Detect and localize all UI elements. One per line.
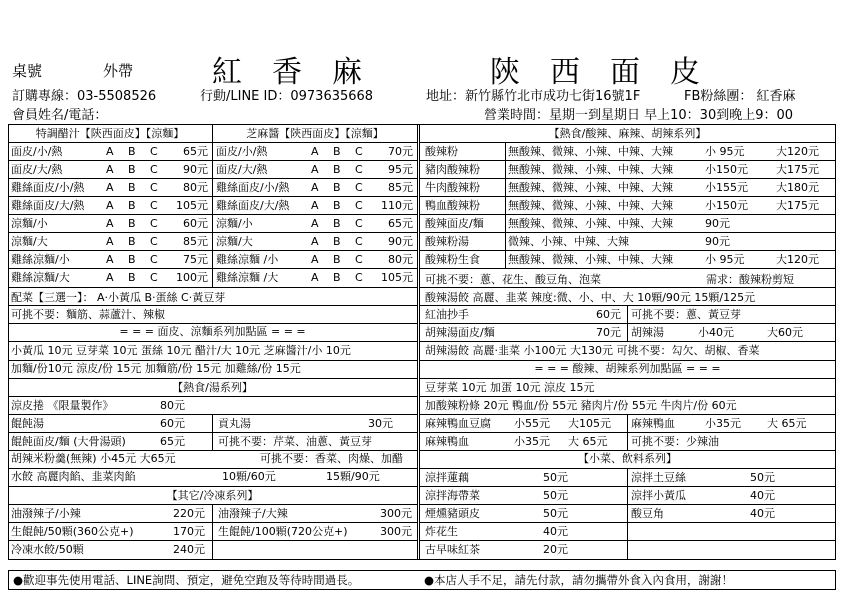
soup-item-name: 貢丸湯 (218, 417, 251, 430)
soup-note: 可挑不要：芹菜、油蔥、黃豆芽 (218, 435, 372, 448)
row-line (8, 323, 417, 324)
option-a: A (106, 163, 114, 176)
option-c: C (355, 217, 363, 230)
spicy-price-big: 大180元 (776, 181, 819, 194)
spicy-item-name: 鴨血酸辣粉 (425, 199, 480, 212)
option-b: B (128, 199, 136, 212)
option-b: B (333, 217, 341, 230)
menu-item-price: 75元 (183, 253, 208, 266)
spicy-level: 無酸辣、微辣、小辣、中辣、大辣 (508, 181, 673, 194)
cannot-line: 可挑不要：麵筋、蒜蘆汁、辣椒 (11, 308, 165, 321)
spicy-price-big: 大175元 (776, 163, 819, 176)
small-dish-price: 40元 (750, 489, 775, 502)
small-dish-price: 50元 (543, 507, 568, 520)
soup-item-name: 涼皮捲 《限量製作》 (11, 399, 114, 412)
spicy-item-name: 酸辣粉生食 (425, 253, 480, 266)
menu-item-name: 雞絲面皮/大/熱 (11, 199, 85, 212)
menu-item-name: 雞絲涼麵/小 (11, 253, 70, 266)
menu-item-name: 雞絲涼麵 /小 (216, 253, 279, 266)
option-c: C (355, 253, 363, 266)
addon-line-2: 加麵/份10元 涼皮/份 15元 加麵筋/份 15元 加雞絲/份 15元 (11, 362, 301, 375)
frozen-price: 300元 (380, 507, 412, 520)
option-c: C (150, 235, 158, 248)
small-dish-name: 涼拌小黃瓜 (631, 489, 686, 502)
spicy-item-name: 豬肉酸辣粉 (425, 163, 480, 176)
option-a: A (311, 217, 319, 230)
line-id: 行動/LINE ID：0973635668 (200, 89, 374, 104)
option-b: B (128, 163, 136, 176)
menu-item-name: 涼麵/大 (11, 235, 48, 248)
spicy-level: 無酸辣、微辣、小辣、中辣、大辣 (508, 199, 673, 212)
small-dish-price: 40元 (750, 507, 775, 520)
menu-item-price: 105元 (176, 199, 208, 212)
frozen-item: 冷凍水餃/50顆 (11, 543, 84, 556)
row-line (8, 396, 417, 397)
frozen-price: 240元 (173, 543, 205, 556)
spicy-title: 【熱食/酸辣、麻辣、胡辣系列】 (548, 127, 707, 140)
hu-item: 胡辣湯面皮/麵 (425, 326, 495, 339)
soup-item-price: 60元 (160, 417, 185, 430)
option-a: A (311, 253, 319, 266)
option-c: C (355, 145, 363, 158)
mala-small: 小35元 (705, 417, 741, 430)
frozen-price: 300元 (380, 525, 412, 538)
title-char-4: 皮 (670, 55, 700, 90)
spicy-price-big: 大120元 (776, 253, 819, 266)
option-c: C (150, 181, 158, 194)
menu-item-price: 105元 (381, 271, 413, 284)
mala-big: 大 65元 (767, 417, 807, 430)
option-b: B (333, 145, 341, 158)
frozen-item: 油潑辣子/大辣 (218, 507, 288, 520)
menu-item-price: 85元 (183, 235, 208, 248)
menu-item-name: 面皮/小/熱 (11, 145, 63, 158)
title-char-2: 西 (550, 55, 580, 90)
option-a: A (106, 253, 114, 266)
small-dish-name: 炸花生 (425, 525, 458, 538)
small-dish-name: 酸豆角 (631, 507, 664, 520)
option-a: A (106, 199, 114, 212)
mala-note: 可挑不要：少辣油 (631, 435, 719, 448)
soup-item-name: 餛飩湯 (11, 417, 44, 430)
spicy-price-small: 小150元 (705, 163, 748, 176)
mala-small: 小55元 (514, 417, 550, 430)
menu-item-price: 100元 (176, 271, 208, 284)
phone-number: 訂購專線：03-5508526 (12, 89, 157, 104)
mala-item: 麻辣鴨血 (631, 417, 675, 430)
option-b: B (128, 235, 136, 248)
option-a: A (106, 217, 114, 230)
row-line (419, 360, 836, 361)
row-line (419, 450, 836, 451)
spicy-level: 微辣、小辣、中辣、大辣 (508, 235, 629, 248)
col1-title: 特調醋汁【陝西面皮】【涼麵】 (35, 127, 185, 140)
option-c: C (150, 163, 158, 176)
spicy-item-name: 酸辣粉湯 (425, 235, 469, 248)
chili-wonton: 紅油抄手 (425, 308, 469, 321)
option-b: B (333, 163, 341, 176)
soup-item-price: 30元 (368, 417, 393, 430)
option-a: A (311, 271, 319, 284)
dumpling-item: 水餃 高麗肉餡、韭菜肉餡 (11, 470, 136, 483)
frozen-item: 生餛飩/100顆(720公克+) (218, 525, 348, 538)
brand-char-2: 香 (272, 55, 302, 90)
menu-item-name: 雞絲面皮/大/熱 (216, 199, 290, 212)
option-b: B (128, 145, 136, 158)
small-dish-name: 涼拌海帶菜 (425, 489, 480, 502)
soup-item-name: 餛飩面皮/麵 (大骨湯頭) (11, 435, 126, 448)
divider (627, 414, 628, 450)
menu-item-price: 90元 (388, 235, 413, 248)
option-c: C (150, 271, 158, 284)
option-a: A (106, 181, 114, 194)
option-b: B (128, 181, 136, 194)
menu-item-price: 70元 (388, 145, 413, 158)
option-c: C (150, 217, 158, 230)
option-a: A (106, 235, 114, 248)
fb-page: FB粉絲團： 紅香麻 (684, 89, 796, 104)
option-b: B (333, 199, 341, 212)
soup-item-name: 胡辣米粉羹(無辣) 小45元 大65元 (11, 452, 176, 465)
spicy-addon-line-2: 加酸辣粉條 20元 鴨血/份 55元 豬肉片/份 55元 牛肉片/份 60元 (425, 399, 737, 412)
frozen-item: 生餛飩/50顆(360公克+) (11, 525, 134, 538)
hu-dumpling: 胡辣湯餃 高麗·韭菜 小100元 大130元 可挑不要：勾欠、胡椒、香菜 (425, 344, 760, 357)
column-divider (417, 124, 420, 560)
menu-item-price: 65元 (388, 217, 413, 230)
divider (627, 305, 628, 341)
spicy-price-big: 大175元 (776, 199, 819, 212)
frozen-item: 油潑辣子/小辣 (11, 507, 81, 520)
hu-soup-big: 大60元 (767, 326, 803, 339)
menu-item-name: 涼麵/小 (11, 217, 48, 230)
menu-item-price: 60元 (183, 217, 208, 230)
divider (212, 504, 213, 560)
menu-item-price: 90元 (183, 163, 208, 176)
row-line (419, 396, 836, 397)
menu-item-name: 雞絲涼麵/大 (11, 271, 70, 284)
option-c: C (355, 271, 363, 284)
option-a: A (106, 271, 114, 284)
option-c: C (355, 163, 363, 176)
frozen-price: 220元 (173, 507, 205, 520)
menu-item-name: 面皮/小/熱 (216, 145, 268, 158)
spicy-cannot: 可挑不要：蔥、花生、酸豆角、泡菜 (425, 273, 601, 286)
option-c: C (355, 235, 363, 248)
menu-item-name: 面皮/大/熱 (216, 163, 268, 176)
row-line (8, 486, 417, 487)
row-line (419, 287, 836, 288)
spicy-item-name: 牛肉酸辣粉 (425, 181, 480, 194)
small-dish-price: 20元 (543, 543, 568, 556)
small-dish-name: 涼拌蓮藕 (425, 471, 469, 484)
spicy-level: 無酸辣、微辣、小辣、中辣、大辣 (508, 163, 673, 176)
menu-item-name: 雞絲面皮/小/熱 (216, 181, 290, 194)
divider (212, 414, 213, 450)
spicy-price-small: 90元 (705, 235, 730, 248)
row-line (419, 341, 836, 342)
divider (627, 468, 628, 560)
row-line (8, 468, 417, 469)
spicy-level: 無酸辣、微辣、小辣、中辣、大辣 (508, 253, 673, 266)
spicy-addon-title: = = = 酸辣、胡辣系列加點區 = = = (534, 362, 721, 375)
option-a: A (106, 145, 114, 158)
option-a: A (311, 163, 319, 176)
title-char-3: 面 (610, 55, 640, 90)
menu-item-name: 涼麵/大 (216, 235, 253, 248)
menu-item-name: 雞絲面皮/小/熱 (11, 181, 85, 194)
row-line (419, 378, 836, 379)
soup-item-price: 65元 (160, 435, 185, 448)
row-line (419, 268, 836, 269)
menu-item-price: 80元 (388, 253, 413, 266)
spicy-level: 無酸辣、微辣、小辣、中辣、大辣 (508, 217, 673, 230)
spicy-price-small: 90元 (705, 217, 730, 230)
option-a: A (311, 199, 319, 212)
mala-small: 小35元 (514, 435, 550, 448)
option-b: B (333, 235, 341, 248)
spicy-price-big: 大120元 (776, 145, 819, 158)
col2-title: 芝麻醬【陝西面皮】【涼麵】 (246, 127, 384, 140)
menu-item-name: 涼麵/小 (216, 217, 253, 230)
footer-notice (8, 570, 836, 590)
option-a: A (311, 145, 319, 158)
spicy-need: 需求：酸辣粉剪短 (706, 273, 794, 286)
menu-item-price: 80元 (183, 181, 208, 194)
sour-soup-dumpling: 酸辣湯餃 高麗、韭菜 辣度:微、小、中、大 10顆/90元 15顆/125元 (425, 291, 756, 304)
option-c: C (355, 199, 363, 212)
table-no-label: 桌號 (12, 62, 43, 80)
menu-item-price: 95元 (388, 163, 413, 176)
brand-char-1: 紅 (212, 55, 242, 90)
frozen-title: 【其它/冷凍系列】 (166, 489, 259, 502)
option-a: A (311, 235, 319, 248)
soup-title: 【熱食/湯系列】 (172, 381, 253, 394)
addon-line-1: 小黃瓜 10元 豆芽菜 10元 蛋絲 10元 醋汁/大 10元 芝麻醬汁/小 10元 (11, 344, 351, 357)
mala-item: 麻辣鴨血 (425, 435, 469, 448)
spicy-level: 無酸辣、微辣、小辣、中辣、大辣 (508, 145, 673, 158)
takeout-label: 外帶 (103, 62, 134, 80)
spicy-price-small: 小 95元 (705, 145, 745, 158)
spicy-price-small: 小 95元 (705, 253, 745, 266)
menu-item-price: 85元 (388, 181, 413, 194)
spicy-item-name: 酸辣面皮/麵 (425, 217, 484, 230)
row-line (8, 450, 417, 451)
mala-big: 大 65元 (568, 435, 608, 448)
dumpling-price-15: 15顆/90元 (326, 470, 380, 483)
option-b: B (333, 253, 341, 266)
soup-item-price: 80元 (160, 399, 185, 412)
option-b: B (128, 271, 136, 284)
brand-char-3: 麻 (332, 55, 362, 90)
chili-wonton-price: 60元 (596, 308, 621, 321)
small-dish-name: 涼拌土豆絲 (631, 471, 686, 484)
option-c: C (150, 145, 158, 158)
option-a: A (311, 181, 319, 194)
hu-soup: 胡辣湯 (631, 326, 664, 339)
member-field: 會員姓名/電話： (12, 108, 108, 123)
small-dish-price: 50元 (543, 471, 568, 484)
divider (505, 142, 506, 268)
hu-item-price: 70元 (596, 326, 621, 339)
option-b: B (333, 181, 341, 194)
option-c: C (150, 199, 158, 212)
spicy-addon-line-1: 豆芽菜 10元 加蛋 10元 涼皮 15元 (425, 381, 595, 394)
menu-item-price: 65元 (183, 145, 208, 158)
small-dish-price: 40元 (543, 525, 568, 538)
option-c: C (355, 181, 363, 194)
menu-item-price: 110元 (381, 199, 413, 212)
address: 地址：新竹縣竹北市成功七街16號1F (426, 89, 641, 104)
row-line (8, 305, 417, 306)
small-dish-name: 古早味紅茶 (425, 543, 480, 556)
divider (212, 124, 213, 287)
row-line (8, 287, 417, 288)
small-dish-price: 50元 (750, 471, 775, 484)
option-b: B (333, 271, 341, 284)
addon-title: = = = 面皮、涼麵系列加點區 = = = (119, 325, 306, 338)
mala-big: 大105元 (568, 417, 611, 430)
spicy-price-small: 小155元 (705, 181, 748, 194)
footer-right-note: ●本店人手不足，請先付款，請勿攜帶外食入內食用，謝謝！ (424, 573, 734, 587)
option-b: B (128, 253, 136, 266)
small-dish-name: 煙燻豬頭皮 (425, 507, 480, 520)
soup-note: 可挑不要：香菜、肉燥、加醋 (260, 452, 403, 465)
menu-item-name: 面皮/大/熱 (11, 163, 63, 176)
row-line (8, 378, 417, 379)
dumpling-price-10: 10顆/60元 (222, 470, 276, 483)
hu-soup-small: 小40元 (698, 326, 734, 339)
spicy-item-name: 酸辣粉 (425, 145, 458, 158)
business-hours: 營業時間：星期一到星期日 早上10：30到晚上9：00 (484, 108, 794, 123)
spicy-price-small: 小150元 (705, 199, 748, 212)
small-dish-price: 50元 (543, 489, 568, 502)
title-char-1: 陝 (490, 55, 520, 90)
option-b: B (128, 217, 136, 230)
option-c: C (150, 253, 158, 266)
small-dish-title: 【小菜、飲料系列】 (578, 452, 677, 465)
footer-left-note: ●歡迎事先使用電話、LINE詢問、預定，避免空跑及等待時間過長。 (13, 573, 360, 587)
mala-item: 麻辣鴨血豆腐 (425, 417, 491, 430)
side-dish-line: 配菜【三選一】： A·小黃瓜 B·蛋絲 C·黃豆芽 (11, 291, 226, 304)
frozen-price: 170元 (173, 525, 205, 538)
menu-item-name: 雞絲涼麵 /大 (216, 271, 279, 284)
row-line (8, 341, 417, 342)
row-line (8, 360, 417, 361)
chili-wonton-note: 可挑不要：蔥、黃豆芽 (631, 308, 741, 321)
